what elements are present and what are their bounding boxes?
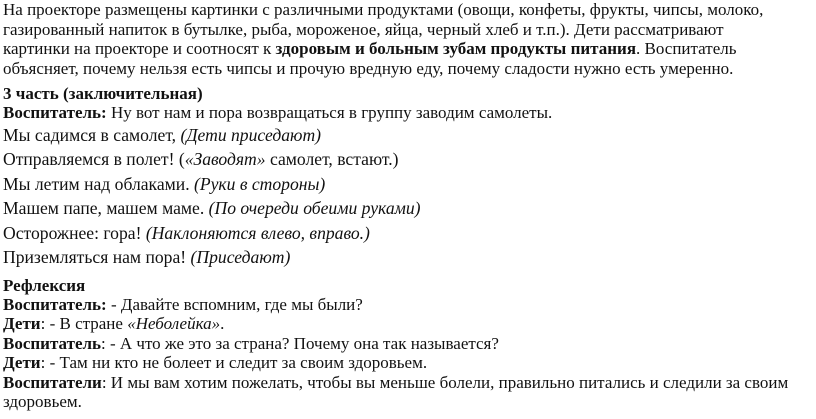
- poem-stage-direction: (Приседают): [190, 247, 291, 268]
- dialog-line: [3, 314, 813, 334]
- poem-stage-direction: (Дети приседают): [180, 124, 322, 145]
- poem-tail: самолет, встают.): [265, 149, 399, 170]
- poem-line: [3, 172, 813, 197]
- reflection-dialog: [3, 295, 813, 412]
- poem-stage-direction: (Наклоняются влево, вправо.): [145, 222, 370, 243]
- poem-line: [3, 221, 813, 246]
- poem-line: [3, 196, 813, 221]
- speaker-label: Воспитатель:: [3, 103, 107, 123]
- dialog-line: [3, 334, 813, 354]
- speaker-label: Воспитатель: [3, 333, 102, 353]
- speaker-label: Воспитатели: [3, 372, 102, 392]
- part3-teacher-line: [3, 103, 813, 123]
- poem-stage-direction: «Заводят»: [184, 149, 266, 170]
- speaker-label: Дети: [3, 314, 41, 334]
- dialog-italic: «Неболейка»: [127, 314, 221, 334]
- dialog-text: : И мы вам хотим пожелать, чтобы вы меньше болели, правильно питались и следили за своим: [101, 372, 789, 392]
- dialog-line: [3, 353, 813, 373]
- dialog-line: [3, 295, 813, 315]
- intro-line-2: газированный напиток в бутылке, рыба, мороженое, яйца, черный хлеб и т.п.). Дети рассматривают: [3, 19, 724, 39]
- intro-paragraph: [3, 0, 813, 78]
- poem-line: [3, 123, 813, 148]
- speaker-label: Дети: [3, 353, 41, 373]
- poem-line: [3, 245, 813, 270]
- poem-line: [3, 147, 813, 172]
- poem-lines: [3, 123, 813, 270]
- dialog-line: [3, 373, 813, 393]
- speaker-label: Воспитатель:: [3, 294, 107, 314]
- intro-line-1: На проекторе размещены картинки с различными продуктами (овощи, конфеты, фрукты, чипсы, молоко,: [3, 0, 764, 19]
- intro-emphasis: здоровым и больным зубам продукты питания: [275, 39, 637, 59]
- dialog-text: - Давайте вспомним, где мы были?: [106, 294, 363, 314]
- intro-line-3-end: . Воспитатель: [636, 39, 737, 59]
- poem-stage-direction: (По очереди обеими руками): [208, 198, 421, 219]
- intro-line-4: объясняет, почему нельзя есть чипсы и прочую вредную еду, почему сладости нужно есть умеренно.: [3, 58, 734, 78]
- poem-text: Мы садимся в самолет,: [3, 124, 181, 145]
- dialog-text: : - А что же это за страна? Почему она так называется?: [101, 333, 499, 353]
- poem-text: Приземляться нам пора!: [3, 247, 191, 268]
- poem-text: Машем папе, машем маме.: [3, 198, 209, 219]
- poem-text: Осторожнее: гора!: [3, 222, 146, 243]
- intro-line-3: [3, 39, 813, 59]
- part3-heading: 3 часть (заключительная): [3, 84, 203, 104]
- document-page: [3, 0, 813, 412]
- poem-text: Мы летим над облаками.: [3, 173, 194, 194]
- speech-text: Ну вот нам и пора возвращаться в группу заводим самолеты.: [106, 103, 553, 123]
- dialog-end: .: [220, 314, 225, 334]
- dialog-text: : - Там ни кто не болеет и следит за своим здоровьем.: [40, 353, 428, 373]
- intro-line-3-start: картинки на проекторе и соотносят к: [3, 39, 276, 59]
- dialog-text: : - В стране: [40, 314, 128, 334]
- poem-stage-direction: (Руки в стороны): [194, 173, 326, 194]
- dialog-last-line: здоровьем.: [3, 392, 82, 412]
- reflection-heading: Рефлексия: [3, 275, 86, 295]
- poem-text: Отправляемся в полет! (: [3, 149, 185, 170]
